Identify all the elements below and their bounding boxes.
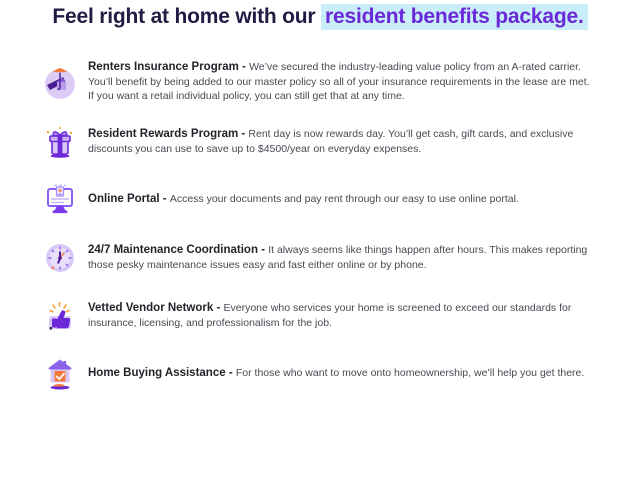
benefit-separator: - bbox=[225, 366, 236, 379]
benefit-text bbox=[88, 366, 584, 381]
benefit-separator: - bbox=[213, 301, 224, 314]
benefit-separator: - bbox=[159, 192, 170, 205]
vetted-vendor-network-icon bbox=[40, 296, 80, 336]
benefit-separator: - bbox=[238, 61, 250, 73]
benefit-row-home-buying-assistance bbox=[40, 354, 596, 394]
benefit-title: 24/7 Maintenance Coordination bbox=[88, 243, 258, 256]
benefit-row-maintenance-coordination bbox=[40, 238, 596, 278]
benefit-text bbox=[88, 192, 519, 207]
page-title-highlight: resident benefits package. bbox=[321, 4, 588, 30]
maintenance-coordination-icon bbox=[40, 238, 80, 278]
benefit-text bbox=[88, 60, 594, 104]
benefit-row-vetted-vendor-network bbox=[40, 296, 596, 336]
benefit-separator: - bbox=[238, 127, 249, 140]
benefit-separator: - bbox=[257, 243, 269, 256]
benefit-description: For those who want to move onto homeownership, we’ll help you get there. bbox=[235, 366, 585, 379]
page-title bbox=[0, 0, 640, 29]
benefit-title: Home Buying Assistance bbox=[88, 366, 226, 379]
benefit-text bbox=[88, 301, 594, 330]
page-title-prefix: Feel right at home with our bbox=[52, 5, 316, 28]
benefit-row-resident-rewards bbox=[40, 122, 596, 162]
benefit-description: Access your documents and pay rent through our easy to use online portal. bbox=[169, 192, 519, 205]
benefit-description: We’ve secured the industry-leading value policy from an A-rated carrier. You’ll benefit by being added to our master policy so all of your insurance requirements in the lease are met. If you want a retail individual policy, you can still get that at any time. bbox=[88, 61, 590, 103]
benefit-text bbox=[88, 127, 594, 156]
benefit-row-online-portal bbox=[40, 180, 596, 220]
home-buying-assistance-icon bbox=[40, 354, 80, 394]
benefit-title: Renters Insurance Program bbox=[88, 61, 239, 73]
renters-insurance-icon bbox=[40, 62, 80, 102]
benefits-list bbox=[40, 60, 596, 394]
benefit-title: Vetted Vendor Network bbox=[88, 301, 214, 314]
benefit-title: Resident Rewards Program bbox=[88, 127, 239, 140]
benefit-description: Rent day is now rewards day. You’ll get cash, gift cards, and exclusive discounts you can use to save up to $4500/year on everyday expenses. bbox=[88, 127, 574, 156]
benefit-title: Online Portal bbox=[88, 192, 160, 205]
online-portal-icon bbox=[40, 180, 80, 220]
benefit-row-renters-insurance bbox=[40, 60, 596, 104]
benefit-text bbox=[88, 243, 594, 272]
benefit-description: Everyone who services your home is screened to exceed our standards for insurance, licensing, and professionalism for the job. bbox=[88, 301, 572, 330]
benefit-description: It always seems like things happen after hours. This makes reporting those pesky maintenance issues easy and fast either online or by phone. bbox=[88, 243, 588, 272]
resident-rewards-icon bbox=[40, 122, 80, 162]
